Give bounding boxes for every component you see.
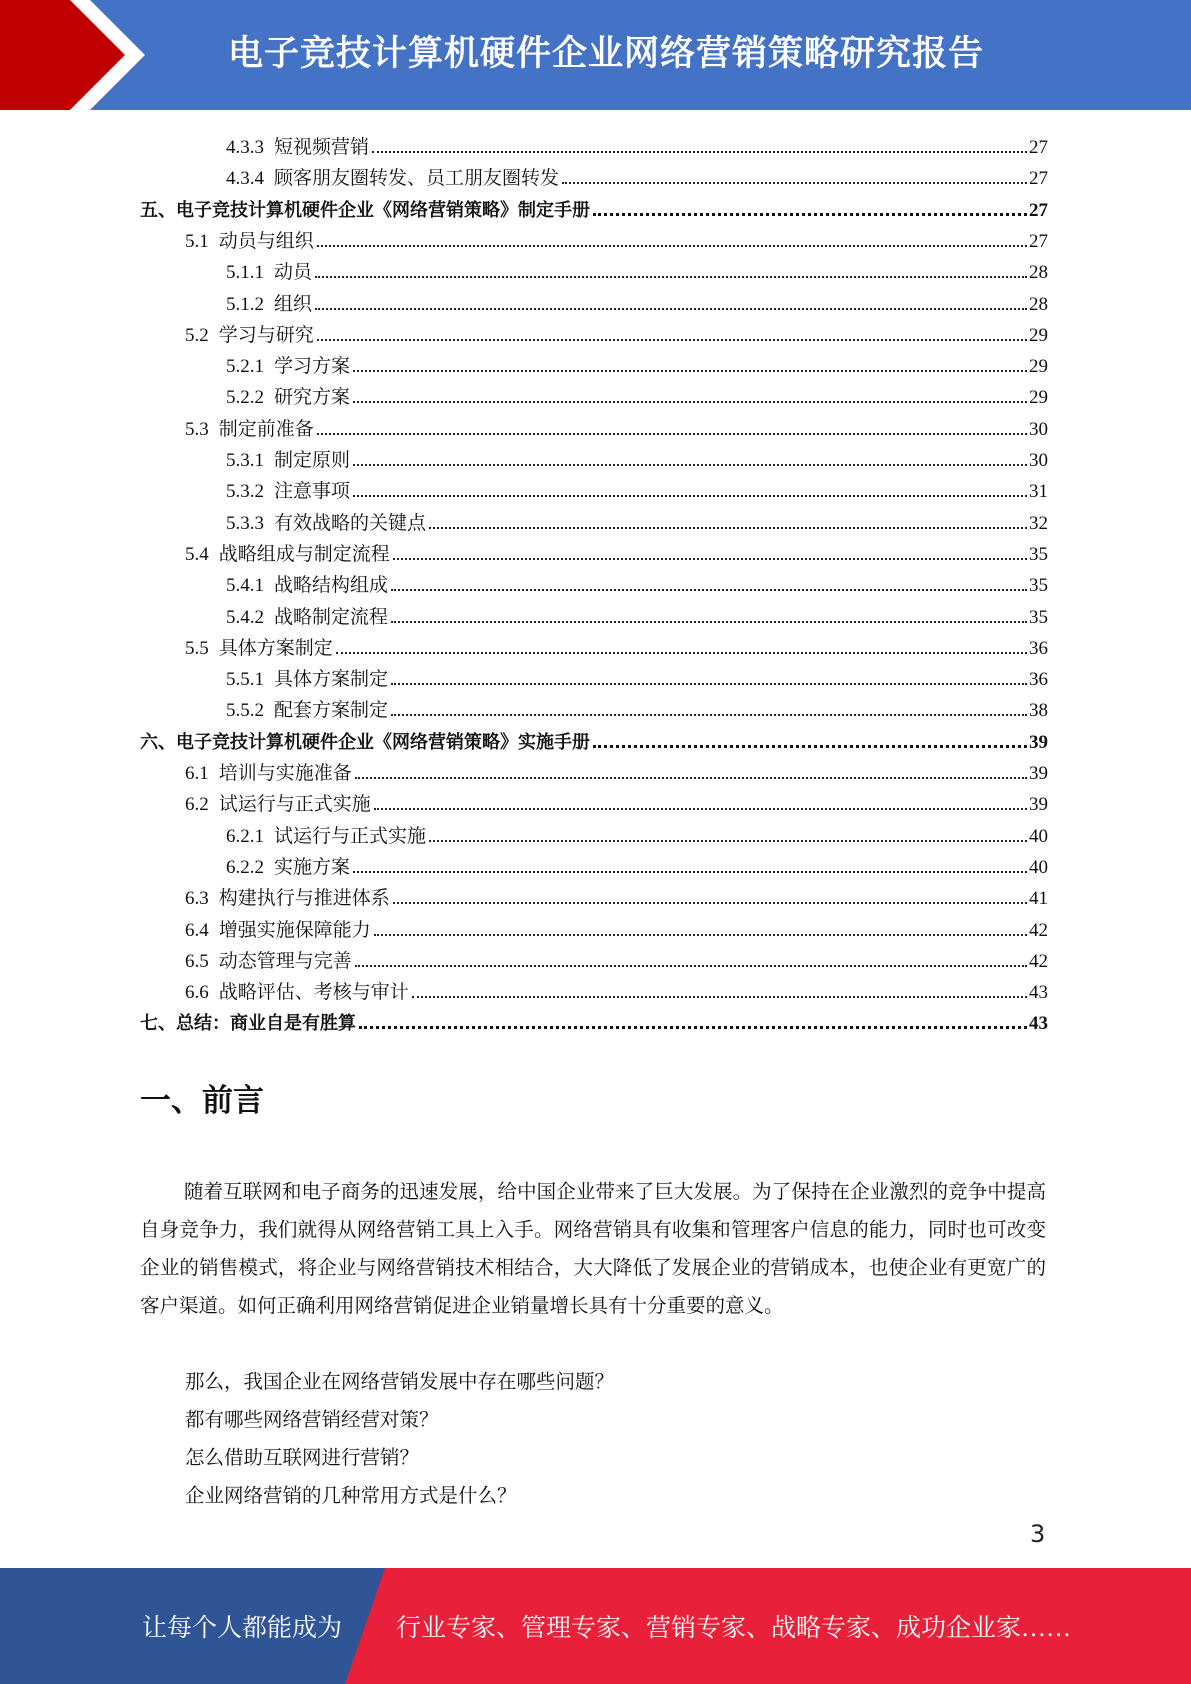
toc-entry-title: 电子竞技计算机硬件企业《网络营销策略》制定手册 (176, 199, 590, 221)
toc-entry-number: 6.4 (185, 919, 209, 941)
toc-entry-page: 27 (1029, 137, 1048, 158)
toc-entry[interactable] (226, 441, 1048, 472)
toc-entry[interactable] (226, 504, 1048, 535)
toc-entry-title: 动员 (274, 262, 313, 284)
toc-dot-leader (412, 996, 1027, 998)
toc-dot-leader (372, 151, 1027, 153)
toc-entry[interactable] (185, 410, 1048, 441)
toc-dot-leader (355, 777, 1027, 779)
toc-dot-leader (593, 213, 1027, 216)
toc-entry-title: 制定前准备 (218, 418, 314, 440)
toc-entry-title: 有效战略的关键点 (274, 512, 427, 534)
toc-dot-leader (393, 902, 1027, 904)
toc-entry-page: 42 (1029, 950, 1048, 972)
toc-entry-number: 5.2 (185, 324, 209, 346)
toc-entry[interactable] (185, 754, 1048, 785)
intro-paragraph: 随着互联网和电子商务的迅速发展，给中国企业带来了巨大发展。为了保持在企业激烈的竞争中提高自身竞争力，我们就得从网络营销工具上入手。网络营销具有收集和管理客户信息的能力，同时也可改变企业的销售模式，将企业与网络营销技术相结合，大大降低了发展企业的营销成本，也使企业有更宽广的客户渠道。如何正确利用网络营销促进企业销量增长具有十分重要的意义。 (140, 1182, 1046, 1317)
toc-entry-title: 试运行与正式实施 (218, 794, 371, 816)
toc-entry[interactable] (140, 723, 1048, 754)
toc-entry-number: 6.2.1 (226, 825, 264, 847)
toc-entry-number: 5.3 (185, 418, 209, 440)
toc-dot-leader (562, 182, 1027, 184)
toc-dot-leader (391, 683, 1027, 685)
toc-entry[interactable] (226, 817, 1048, 848)
toc-dot-leader (391, 589, 1027, 591)
question-item: 那么，我国企业在网络营销发展中存在哪些问题？ (185, 1372, 615, 1393)
toc-dot-leader (353, 495, 1027, 497)
toc-entry-number: 5.3.2 (226, 481, 264, 503)
toc-entry[interactable] (226, 378, 1048, 409)
toc-entry-title: 具体方案制定 (218, 637, 333, 659)
toc-entry-page: 29 (1029, 387, 1048, 409)
toc-entry[interactable] (185, 879, 1048, 910)
toc-entry-page: 40 (1029, 856, 1048, 878)
toc-entry[interactable] (226, 253, 1048, 284)
toc-entry-page: 29 (1029, 356, 1048, 378)
toc-entry-number: 6.2 (185, 794, 209, 816)
toc-entry[interactable] (226, 128, 1048, 159)
toc-entry-number: 6.5 (185, 950, 209, 972)
toc-entry-number: 5.5.2 (226, 700, 264, 722)
toc-entry[interactable] (185, 629, 1048, 660)
toc-entry-number: 5.5.1 (226, 669, 264, 691)
toc-dot-leader (353, 871, 1027, 873)
question-item: 都有哪些网络营销经营对策？ (185, 1410, 439, 1431)
toc-entry-title: 战略结构组成 (274, 575, 389, 597)
toc-entry[interactable] (226, 660, 1048, 691)
toc-entry[interactable] (226, 848, 1048, 879)
page-footer (0, 1568, 1191, 1684)
toc-entry-title: 电子竞技计算机硬件企业《网络营销策略》实施手册 (176, 731, 590, 753)
toc-dot-leader (393, 558, 1027, 560)
toc-dot-leader (374, 808, 1027, 810)
toc-entry-page: 41 (1029, 888, 1048, 910)
toc-entry-page: 36 (1029, 637, 1048, 659)
toc-entry-number: 6.2.2 (226, 856, 264, 878)
toc-entry[interactable] (140, 1004, 1048, 1035)
toc-entry-page: 40 (1029, 825, 1048, 847)
toc-entry-page: 27 (1029, 168, 1048, 190)
toc-entry-number: 5.4.1 (226, 575, 264, 597)
toc-dot-leader (593, 745, 1027, 748)
toc-entry-number: 6.6 (185, 982, 209, 1004)
toc-dot-leader (317, 339, 1027, 341)
toc-entry-title: 学习与研究 (218, 324, 314, 346)
toc-entry-title: 顾客朋友圈转发、员工朋友圈转发 (274, 168, 560, 190)
toc-entry-title: 实施方案 (274, 856, 351, 878)
toc-entry-title: 研究方案 (274, 387, 351, 409)
toc-entry-title: 具体方案制定 (274, 669, 389, 691)
toc-entry-page: 27 (1029, 199, 1048, 221)
toc-entry-number: 6.1 (185, 763, 209, 784)
toc-entry-title: 总结：商业自是有胜算 (176, 1013, 356, 1035)
toc-entry-number: 5.4.2 (226, 606, 264, 628)
toc-dot-leader (391, 621, 1027, 623)
toc-entry-number: 5.4 (185, 543, 209, 565)
question-item: 怎么借助互联网进行营销？ (185, 1448, 420, 1469)
toc-entry[interactable] (226, 347, 1048, 378)
toc-entry-page: 39 (1029, 763, 1048, 784)
toc-entry-number: 6.3 (185, 888, 209, 910)
toc-entry[interactable] (185, 785, 1048, 816)
toc-entry-number: 5.3.1 (226, 450, 264, 471)
toc-entry-number: 5.1.2 (226, 293, 264, 315)
toc-entry-page: 28 (1029, 262, 1048, 284)
page-header (0, 0, 1191, 110)
toc-entry-page: 36 (1029, 669, 1048, 691)
toc-entry-page: 29 (1029, 324, 1048, 346)
toc-entry-number: 五、 (140, 199, 176, 221)
toc-entry-page: 43 (1029, 982, 1048, 1004)
toc-entry-page: 32 (1029, 512, 1048, 534)
toc-entry[interactable] (226, 285, 1048, 316)
toc-entry-title: 配套方案制定 (274, 700, 389, 722)
toc-entry[interactable] (226, 598, 1048, 629)
toc-entry[interactable] (226, 472, 1048, 503)
toc-entry-title: 注意事项 (274, 481, 351, 503)
toc-dot-leader (336, 652, 1027, 654)
toc-dot-leader (391, 714, 1027, 716)
toc-entry[interactable] (185, 942, 1048, 973)
toc-entry[interactable] (185, 535, 1048, 566)
toc-entry-title: 增强实施保障能力 (218, 919, 371, 941)
toc-entry-page: 30 (1029, 418, 1048, 440)
toc-dot-leader (429, 840, 1027, 842)
toc-entry-page: 35 (1029, 575, 1048, 597)
toc-entry-title: 构建执行与推进体系 (218, 888, 390, 910)
toc-dot-leader (315, 276, 1027, 278)
toc-entry-title: 组织 (274, 293, 313, 315)
page-number: 3 (1030, 1520, 1046, 1548)
toc-entry-number: 5.1 (185, 230, 209, 252)
toc-dot-leader (317, 245, 1027, 247)
toc-entry[interactable] (226, 691, 1048, 722)
toc-entry-title: 培训与实施准备 (218, 763, 352, 784)
toc-dot-leader (359, 1026, 1027, 1029)
toc-entry-title: 制定原则 (274, 450, 351, 471)
toc-entry-title: 学习方案 (274, 356, 351, 378)
toc-entry-page: 31 (1029, 481, 1048, 503)
toc-entry[interactable] (140, 191, 1048, 222)
toc-dot-leader (355, 965, 1027, 967)
toc-entry-title: 动员与组织 (218, 230, 314, 252)
toc-entry-title: 战略制定流程 (274, 606, 389, 628)
toc-entry-number: 5.5 (185, 637, 209, 659)
toc-entry[interactable] (226, 566, 1048, 597)
toc-entry-number: 5.2.2 (226, 387, 264, 409)
toc-entry-title: 试运行与正式实施 (274, 825, 427, 847)
footer-roles: 行业专家、管理专家、营销专家、战略专家、成功企业家…… (396, 1615, 1072, 1642)
toc-entry-number: 4.3.3 (226, 137, 264, 158)
toc-entry-page: 43 (1029, 1013, 1048, 1035)
toc-entry-title: 战略评估、考核与审计 (218, 982, 409, 1004)
toc-entry-page: 30 (1029, 450, 1048, 471)
toc-dot-leader (429, 527, 1027, 529)
toc-entry-page: 28 (1029, 293, 1048, 315)
toc-entry-page: 42 (1029, 919, 1048, 941)
toc-entry-number: 5.1.1 (226, 262, 264, 284)
toc-entry-title: 短视频营销 (274, 137, 370, 158)
toc-entry-page: 35 (1029, 606, 1048, 628)
toc-entry[interactable] (185, 222, 1048, 253)
toc-dot-leader (353, 370, 1027, 372)
toc-entry[interactable] (185, 316, 1048, 347)
footer-slogan: 让每个人都能成为 (142, 1615, 343, 1642)
toc-dot-leader (353, 464, 1027, 466)
toc-entry-number: 4.3.4 (226, 168, 264, 190)
toc-entry-page: 39 (1029, 731, 1048, 753)
toc-entry-number: 六、 (140, 731, 176, 753)
toc-entry[interactable] (226, 159, 1048, 190)
section-heading: 一、前言 (140, 1083, 264, 1119)
toc-entry-page: 27 (1029, 230, 1048, 252)
toc-entry-number: 5.3.3 (226, 512, 264, 534)
toc-entry-title: 战略组成与制定流程 (218, 543, 390, 565)
toc-entry[interactable] (185, 973, 1048, 1004)
toc-entry-title: 动态管理与完善 (218, 950, 352, 972)
toc-entry[interactable] (185, 911, 1048, 942)
toc-entry-page: 38 (1029, 700, 1048, 722)
toc-entry-number: 七、 (140, 1013, 176, 1035)
report-title: 电子竞技计算机硬件企业网络营销策略研究报告 (228, 34, 985, 74)
toc-entry-page: 39 (1029, 794, 1048, 816)
toc-entry-page: 35 (1029, 543, 1048, 565)
toc-dot-leader (374, 934, 1027, 936)
toc-dot-leader (353, 401, 1027, 403)
toc-dot-leader (315, 308, 1027, 310)
toc-entry-number: 5.2.1 (226, 356, 264, 378)
toc-dot-leader (317, 433, 1027, 435)
question-item: 企业网络营销的几种常用方式是什么？ (185, 1486, 517, 1507)
